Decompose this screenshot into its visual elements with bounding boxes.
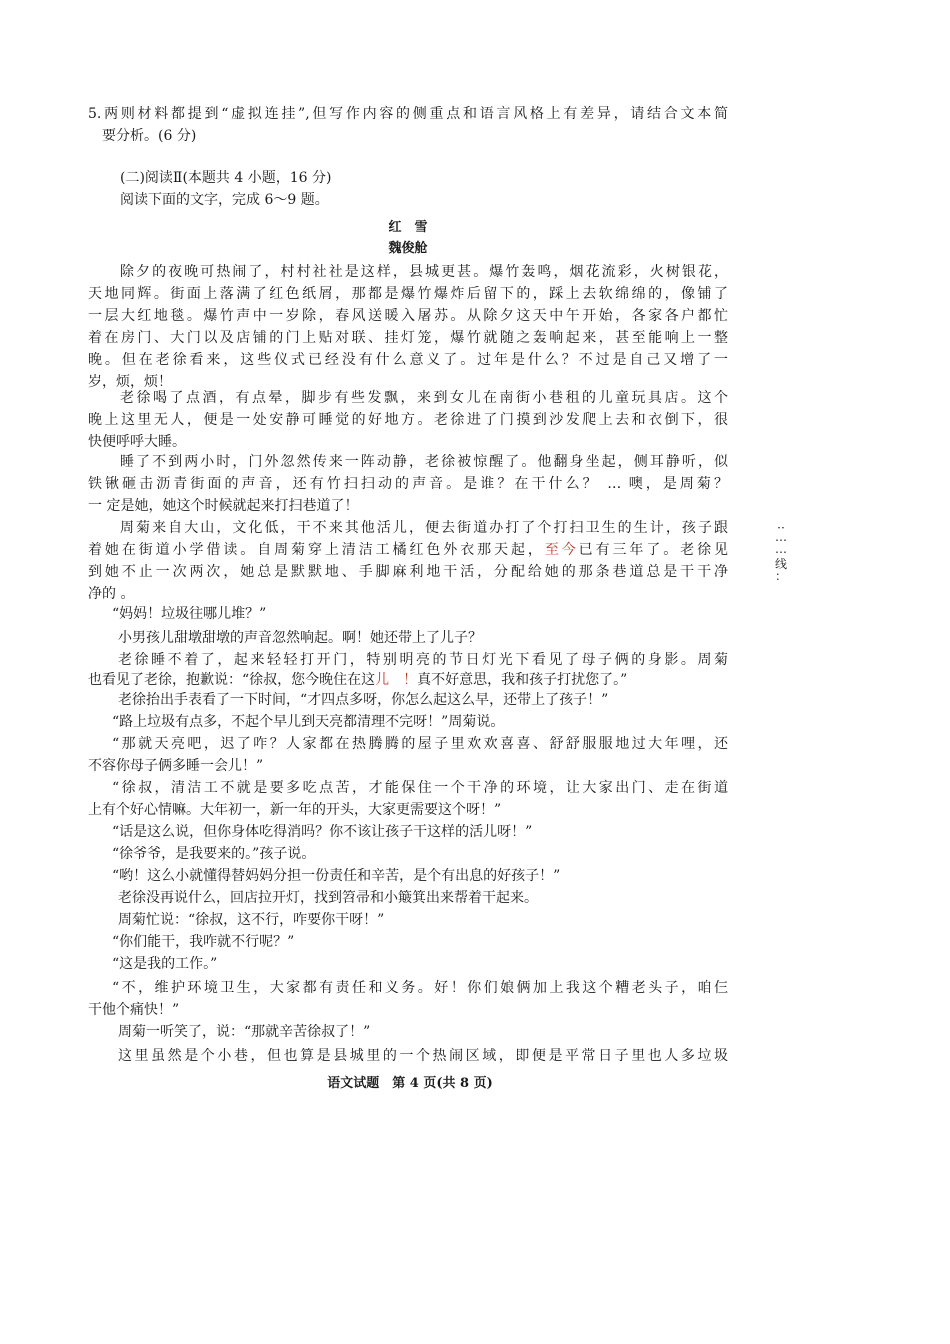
paragraph-line: 铁锹砸击沥青街面的声音，还有竹扫扫动的声音。是谁？在干什么？ … 噢，是周菊？ xyxy=(88,476,728,492)
paragraph-line: 一层大红地毯。爆竹声中一岁除，春风送暖入屠苏。从除夕这天中午开始，各家各户都忙 xyxy=(88,308,728,324)
paragraph-line: 老徐喝了点酒，有点晕，脚步有些发飘，来到女儿在南街小巷租的儿童玩具店。这个 xyxy=(120,390,728,406)
dialogue-line: 周菊忙说：“徐叔，这不行，咋要你干呀！” xyxy=(118,912,385,928)
dialogue-line: “你们能干，我咋就不行呢？” xyxy=(112,934,295,950)
paragraph-line: 周菊一听笑了，说：“那就辛苦徐叔了！” xyxy=(118,1024,371,1040)
dialogue-line: “话是这么说，但你身体吃得消吗？你不该让孩子干这样的活儿呀！” xyxy=(112,824,533,840)
paragraph-line: 晚上这里无人，便是一处安静可睡觉的好地方。老徐进了门摸到沙发爬上去和衣倒下，很 xyxy=(88,412,728,428)
text-segment: 真不好意思，我和孩子打扰您了。” xyxy=(417,672,628,688)
paragraph-line: 快便呼呼大睡。 xyxy=(88,434,186,450)
paragraph-line: 天地同辉。街面上落满了红色纸屑，那都是爆竹爆炸后留下的，踩上去软绵绵的，像铺了 xyxy=(88,286,728,302)
paragraph-line: 着在房门、大门以及店铺的门上贴对联、挂灯笼，爆竹就随之轰响起来，甚至能响上一整 xyxy=(88,330,728,346)
paragraph-line: 岁，烦，烦！ xyxy=(88,374,172,390)
section-header: (二)阅读Ⅱ(本题共 4 小题，16 分) xyxy=(120,170,332,186)
paragraph-line: 到她不止一次两次，她总是默默地、手脚麻利地干活，分配给她的那条巷道总是干干净 xyxy=(88,564,728,580)
text-segment: 也看见了老徐，抱歉说：“徐叔，您今晚住在这 xyxy=(88,672,376,688)
dialogue-line: “路上垃圾有点多，不起个早儿到天亮都清理不完呀！”周菊说。 xyxy=(112,714,505,730)
question-5-line-2: 要分析。(6 分) xyxy=(102,128,197,144)
paragraph-line: 晚。但在老徐看来，这些仪式已经没有什么意义了。过年是什么？不过是自己又增了一 xyxy=(88,352,728,368)
story-author: 魏俊舱 xyxy=(388,241,428,256)
paragraph-line: 小男孩儿甜墩甜墩的声音忽然响起。啊！她还带上了儿子？ xyxy=(118,630,482,646)
section-instruction: 阅读下面的文字，完成 6～9 题。 xyxy=(120,192,329,208)
dialogue-line: “不，维护环境卫生，大家都有责任和义务。好！你们娘俩加上我这个糟老头子，咱仨 xyxy=(112,980,728,996)
dialogue-line: 老徐抬出手表看了一下时间，“才四点多呀，你怎么起这么早，还带上了孩子！” xyxy=(118,692,609,708)
text-segment: 已有三年了。老徐见 xyxy=(578,542,728,558)
paragraph-line: 除夕的夜晚可热闹了，村村社社是这样，县城更甚。爆竹轰鸣，烟花流彩，火树银花， xyxy=(120,264,728,280)
dialogue-line: 不容你母子俩多睡一会儿！” xyxy=(88,758,264,774)
dialogue-line: “那就天亮吧，迟了咋？人家都在热腾腾的屋子里欢欢喜喜、舒舒服服地过大年哩，还 xyxy=(112,736,728,752)
paragraph-line: 一 定是她，她这个时候就起来打扫巷道了！ xyxy=(88,498,359,514)
question-5-line-1: 5.两则材料都提到“虚拟连挂”,但写作内容的侧重点和语言风格上有差异，请结合文本简 xyxy=(88,106,728,122)
paragraph-line: 净的 。 xyxy=(88,586,135,602)
highlighted-text: 儿 ！ xyxy=(375,672,418,688)
page-footer: 语文试题 第 4 页(共 8 页) xyxy=(327,1076,493,1091)
text-segment: 着她在街道小学借读。自周菊穿上清洁工橘红色外衣那天起， xyxy=(88,542,545,558)
dialogue-line: 上有个好心情嘛。大年初一，新一年的开头，大家更需要这个呀！” xyxy=(88,802,502,818)
paragraph-line-mixed xyxy=(88,670,728,690)
dialogue-line: “这是我的工作。” xyxy=(112,956,218,972)
paragraph-line: 老徐睡不着了，起来轻轻打开门，特别明亮的节日灯光下看见了母子俩的身影。周菊 xyxy=(118,652,728,668)
paragraph-line: 周菊来自大山，文化低，干不来其他活儿，便去街道办打了个打扫卫生的生计，孩子跟 xyxy=(120,520,728,536)
story-title: 红 雪 xyxy=(388,220,428,235)
dialogue-line: “哟！这么小就懂得替妈妈分担一份责任和辛苦，是个有出息的好孩子！” xyxy=(112,868,561,884)
dialogue-line: “徐叔，清洁工不就是要多吃点苦，才能保住一个干净的环境，让大家出门、走在街道 xyxy=(112,780,728,796)
dialogue-line: “妈妈！垃圾往哪儿堆？” xyxy=(112,606,267,622)
paragraph-line: 睡了不到两小时，门外忽然传来一阵动静，老徐被惊醒了。他翻身坐起，侧耳静听，似 xyxy=(120,454,728,470)
dialogue-line: 干他个痛快！” xyxy=(88,1002,180,1018)
paragraph-line-mixed xyxy=(88,540,728,560)
dialogue-line: “徐爷爷，是我要来的。”孩子说。 xyxy=(112,846,316,862)
highlighted-text: 至今 xyxy=(544,542,579,558)
binding-line-mark: ·· ⋯ ⋯ 线 ： xyxy=(774,521,787,583)
paragraph-line: 老徐没再说什么，回店拉开灯，找到笤帚和小簸箕出来帮着干起来。 xyxy=(118,890,538,906)
paragraph-line: 这里虽然是个小巷，但也算是县城里的一个热闹区域，即便是平常日子里也人多垃圾 xyxy=(118,1048,728,1064)
